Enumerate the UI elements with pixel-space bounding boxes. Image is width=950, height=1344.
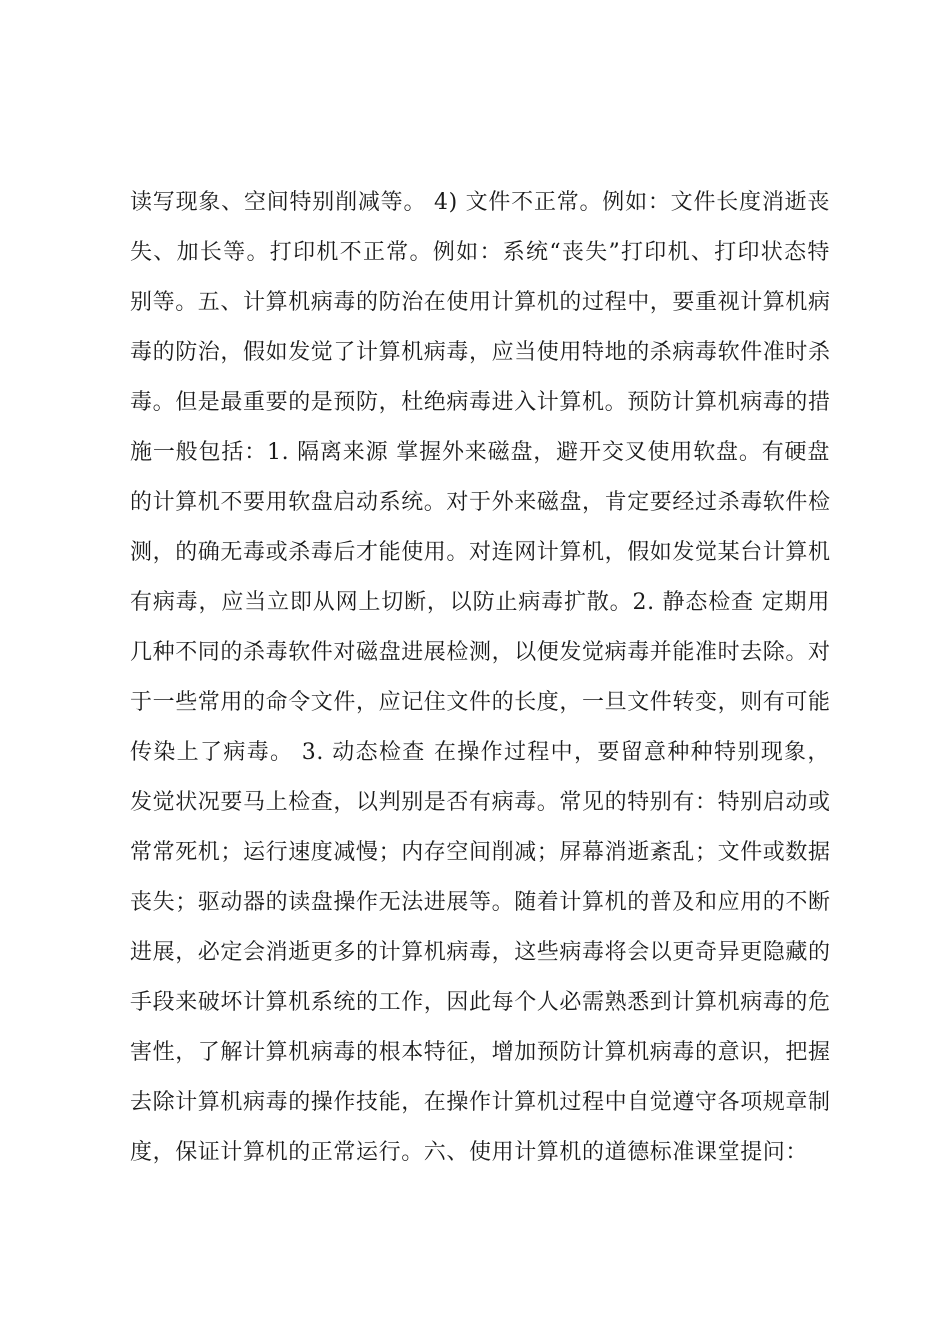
text-line: 施一般包括：1. 隔离来源 掌握外来磁盘，避开交叉使用软盘。有硬盘 bbox=[130, 440, 830, 465]
text-line: 传染上了病毒。 3. 动态检查 在操作过程中，要留意种种特别现象， bbox=[130, 740, 830, 765]
text-line: 常常死机；运行速度减慢；内存空间削减；屏幕消逝紊乱；文件或数据 bbox=[130, 840, 831, 865]
text-line: 失、加长等。打印机不正常。例如：系统“丧失”打印机、打印状态特 bbox=[130, 240, 830, 265]
text-line: 别等。五、计算机病毒的防治在使用计算机的过程中，要重视计算机病 bbox=[130, 290, 831, 315]
body-paragraph bbox=[130, 178, 830, 1178]
text-line: 几种不同的杀毒软件对磁盘进展检测，以便发觉病毒并能准时去除。对 bbox=[130, 640, 831, 665]
text-line: 读写现象、空间特别削减等。 4) 文件不正常。例如：文件长度消逝丧 bbox=[130, 190, 830, 215]
text-line: 发觉状况要马上检查，以判别是否有病毒。常见的特别有：特别启动或 bbox=[130, 790, 831, 815]
text-line: 测，的确无毒或杀毒后才能使用。对连网计算机，假如发觉某台计算机 bbox=[130, 540, 831, 565]
text-line: 有病毒，应当立即从网上切断，以防止病毒扩散。2. 静态检查 定期用 bbox=[130, 590, 830, 615]
text-line: 去除计算机病毒的操作技能，在操作计算机过程中自觉遵守各项规章制 bbox=[130, 1090, 831, 1115]
text-line: 害性，了解计算机病毒的根本特征，增加预防计算机病毒的意识，把握 bbox=[130, 1040, 831, 1065]
text-line: 毒的防治，假如发觉了计算机病毒，应当使用特地的杀病毒软件准时杀 bbox=[130, 340, 831, 365]
text-line: 的计算机不要用软盘启动系统。对于外来磁盘，肯定要经过杀毒软件检 bbox=[130, 490, 831, 515]
text-line: 手段来破坏计算机系统的工作，因此每个人必需熟悉到计算机病毒的危 bbox=[130, 990, 831, 1015]
text-line: 丧失；驱动器的读盘操作无法进展等。随着计算机的普及和应用的不断 bbox=[130, 890, 831, 915]
text-line: 毒。但是最重要的是预防，杜绝病毒进入计算机。预防计算机病毒的措 bbox=[130, 390, 831, 415]
text-line: 进展，必定会消逝更多的计算机病毒，这些病毒将会以更奇异更隐藏的 bbox=[130, 940, 831, 965]
text-line: 于一些常用的命令文件，应记住文件的长度，一旦文件转变，则有可能 bbox=[130, 690, 831, 715]
text-line: 度，保证计算机的正常运行。六、使用计算机的道德标准课堂提问： bbox=[130, 1140, 809, 1165]
